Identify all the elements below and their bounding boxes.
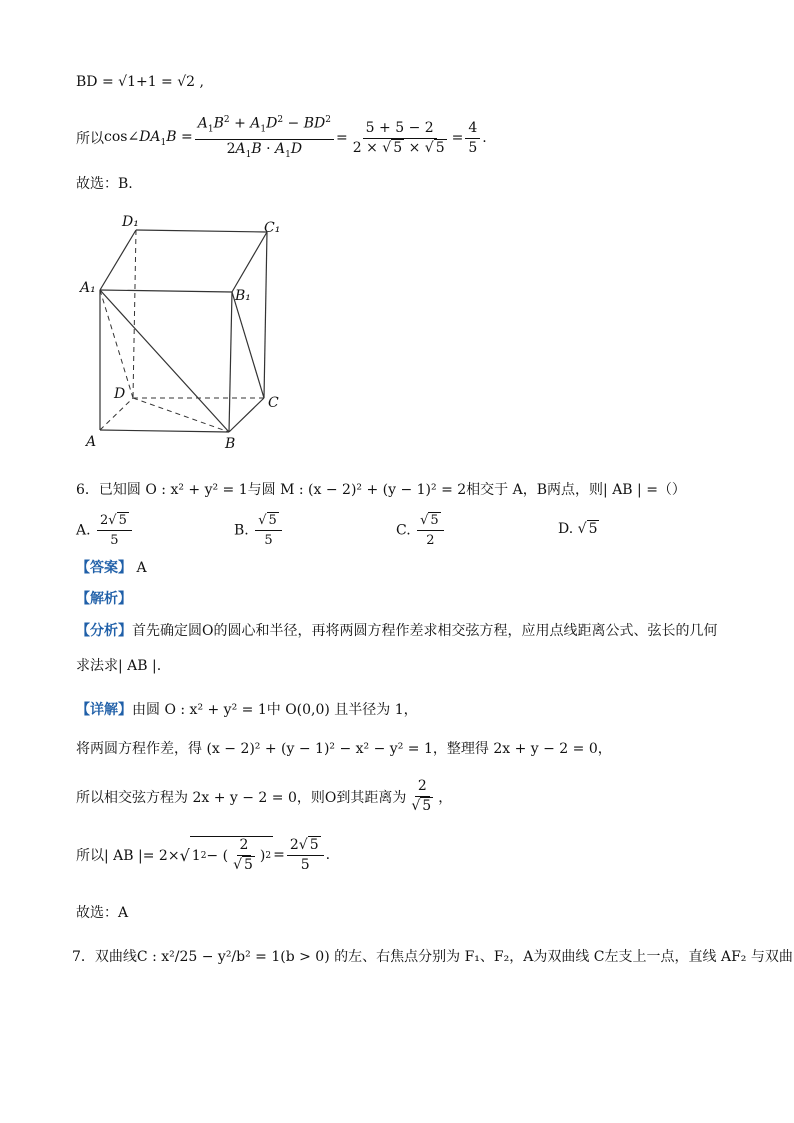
label-c: C — [268, 395, 279, 411]
edge-a-b — [100, 430, 229, 432]
cos-prefix: 所以 — [76, 131, 104, 148]
edge-b-c — [229, 398, 264, 432]
cube-figure — [78, 210, 298, 460]
label-c1: C₁ — [264, 220, 281, 236]
label-d: D — [114, 386, 126, 402]
bd-equation — [76, 74, 204, 90]
option-b — [234, 512, 284, 549]
option-d-value: √ 5 — [577, 521, 598, 537]
edge-b1-c1 — [232, 232, 267, 292]
question-7-text: 7．双曲线C : x²/25 − y²/b² = 1(b > 0) 的左、右焦点分别为 F₁、F₂，A为双曲线 C左支上一点，直线 AF₂ 与双曲 — [72, 949, 793, 965]
option-c-value: $\frac{√ 5}{2}$ — [417, 512, 444, 549]
edge-d1-d — [133, 230, 136, 398]
edge-b1-b — [229, 292, 232, 432]
edge-a1-d — [100, 290, 133, 398]
choice-b — [76, 173, 133, 193]
fenxi-text-2: 求法求| AB |. — [76, 658, 162, 674]
option-a-letter: A. — [76, 522, 91, 539]
edge-a1-b1 — [100, 290, 232, 292]
option-d — [558, 521, 599, 537]
bd-text: BD = √1+1 = √2 , — [76, 74, 204, 90]
label-b: B — [225, 436, 236, 452]
fenxi-text-1: 首先确定圆O的圆心和半径，再将两圆方程作差求相交弦方程，应用点线距离公式、弦长的几何 — [132, 623, 718, 639]
jiexi-label: 【解析】 — [76, 591, 132, 607]
option-d-letter: D. — [558, 521, 574, 537]
label-a: A — [86, 434, 97, 450]
edge-b1-c — [232, 292, 264, 398]
chord-distance: $\frac{2}{√ 5}$ — [411, 778, 432, 814]
ab-line: 所以| AB |= 2× √ 1 2 − ( $\frac{2}{√ 5}$ ) 2 = $\frac{2√ 5}{5}$ . — [76, 836, 331, 873]
question-7 — [72, 946, 793, 966]
fenxi-line-1 — [76, 620, 717, 640]
xiangjie-line — [76, 699, 418, 719]
xiangjie-text: 由圆 O : x² + y² = 1中 O(0,0) 且半径为 1， — [132, 702, 418, 718]
choice-a-text: 故选：A — [76, 905, 129, 921]
xiangjie-label: 【详解】 — [76, 702, 132, 718]
cos-equation: 所以 $\cos\angle DA_1B$ = $\frac{A_1B^2 + A_1D^2 - BD^2}{2A_1B \cdot A_1D}$ = $\frac{5 + 5 - 2}{2 \times √ 5 \times √ 5}$ = $\frac{4}{5}$ . — [76, 112, 487, 164]
fenxi-line-2 — [76, 655, 161, 675]
cos-fraction-2: $\frac{5 + 5 - 2}{2 \times √ 5 \times √ 5}$ — [352, 119, 445, 156]
option-b-value: $\frac{√ 5}{5}$ — [255, 512, 282, 549]
edge-d-b — [133, 398, 229, 432]
question-6 — [76, 479, 686, 499]
ab-prefix: 所以| AB |= 2× — [76, 848, 180, 864]
edge-a-d — [100, 398, 133, 430]
edge-a1-d1 — [100, 230, 136, 290]
label-a1: A₁ — [80, 280, 96, 296]
fenxi-label: 【分析】 — [76, 623, 132, 639]
diff-text: 将两圆方程作差，得 (x − 2)² + (y − 1)² − x² − y² = 1，整理得 2x + y − 2 = 0， — [76, 741, 612, 757]
question-6-text: 6．已知圆 O : x² + y² = 1与圆 M : (x − 2)² + (y − 1)² = 2相交于 A，B两点，则| AB | =（） — [76, 482, 686, 498]
option-b-letter: B. — [234, 522, 249, 539]
chord-text: 所以相交弦方程为 2x + y − 2 = 0，则O到其距离为 — [76, 789, 407, 806]
choice-a — [76, 902, 128, 922]
option-c-letter: C. — [396, 522, 411, 539]
diff-line — [76, 738, 612, 758]
cos-fraction-1: $\frac{A_1B^2 + A_1D^2 - BD^2}{2A_1B \cdot A_1D}$ — [195, 112, 334, 164]
option-c — [396, 512, 446, 549]
choice-b-text: 故选：B. — [76, 176, 133, 192]
option-a — [76, 512, 134, 549]
answer-value: A — [136, 560, 147, 576]
ab-result: $\frac{2√ 5}{5}$ — [287, 837, 324, 874]
chord-line: 所以相交弦方程为 2x + y − 2 = 0，则O到其距离为 $\frac{2}{√ 5}$ ， — [76, 778, 453, 814]
edge-d1-c1 — [136, 230, 267, 232]
option-a-value: $\frac{2√ 5}{5}$ — [97, 512, 132, 549]
label-d1: D₁ — [122, 214, 139, 230]
label-b1: B₁ — [235, 288, 251, 304]
answer-line — [76, 557, 147, 577]
edge-c1-c — [264, 232, 267, 398]
jiexi-line — [76, 588, 132, 608]
answer-label: 【答案】 — [76, 560, 132, 576]
cos-fraction-3: $\frac{4}{5}$ — [465, 120, 480, 157]
